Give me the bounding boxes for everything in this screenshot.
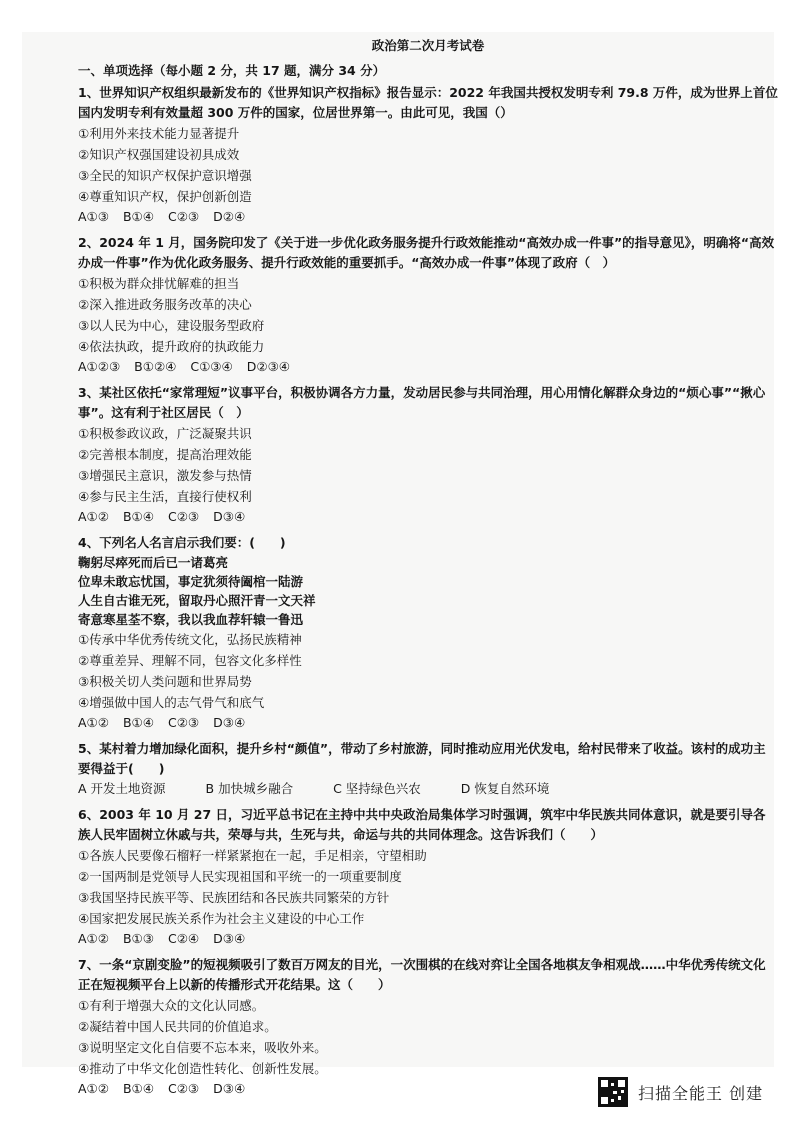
page-title: 政治第二次月考试卷 (371, 38, 485, 53)
question-3 (78, 383, 778, 527)
answer-choice: A①② (78, 931, 109, 946)
answer-choice: D 恢复自然环境 (460, 781, 550, 796)
question-text: 5、某村着力增加绿化面积，提升乡村“颜值”，带动了乡村旅游，同时推动应用光伏发电，给村民带来了收益。该村的成功主要得益于( ) (78, 741, 766, 776)
answer-choice: A 开发土地资源 (78, 781, 166, 796)
option: ④推动了中华文化创造性转化、创新性发展。 (78, 1061, 327, 1076)
option: ①积极为群众排忧解难的担当 (78, 276, 240, 291)
option: ③积极关切人类问题和世界局势 (78, 674, 252, 689)
answer-choice: D③④ (213, 715, 246, 730)
option: ④增强做中国人的志气骨气和底气 (78, 695, 265, 710)
option: ④国家把发展民族关系作为社会主义建设的中心工作 (78, 911, 365, 926)
answer-choice: B①④ (122, 209, 154, 224)
option: ③增强民主意识，激发参与热情 (78, 468, 252, 483)
option: ②知识产权强国建设初具成效 (78, 147, 240, 162)
question-1 (78, 83, 778, 227)
quote-line: 位卑未敢忘忧国，事定犹须待阖棺一陆游 (78, 574, 304, 589)
answer-choice: C①③④ (190, 359, 233, 374)
answer-choice: C 坚持绿色兴农 (333, 781, 421, 796)
question-4 (78, 533, 778, 733)
answer-choice: B①④ (122, 1081, 154, 1096)
question-2 (78, 233, 778, 377)
answer-choice: A①②③ (78, 359, 121, 374)
quote-line: 人生自古谁无死，留取丹心照汗青一文天祥 (78, 593, 316, 608)
question-text: 2、2024 年 1 月，国务院印发了《关于进一步优化政务服务提升行政效能推动“高效办成一件事”的指导意见》，明确将“高效办成一件事”作为优化政务服务、提升行政效能的重要抓手。“高效办成一件事”体现了政府（ ） (78, 235, 775, 270)
question-5 (78, 739, 778, 799)
question-text: 7、一条“京剧变脸”的短视频吸引了数百万网友的目光，一次围棋的在线对弈让全国各地棋友争相观战……中华优秀传统文化正在短视频平台上以新的传播形式开花结果。这（ ） (78, 957, 766, 992)
answer-choice: B①④ (122, 509, 154, 524)
answer-choice: D③④ (213, 509, 246, 524)
answer-choice: D②④ (213, 209, 246, 224)
answer-choice: A①② (78, 715, 109, 730)
option: ①积极参政议政，广泛凝聚共识 (78, 426, 252, 441)
exam-document (78, 36, 778, 1105)
answer-choice: B①②④ (134, 359, 177, 374)
answer-choice: A①② (78, 1081, 109, 1096)
question-text: 1、世界知识产权组织最新发布的《世界知识产权指标》报告显示：2022 年我国共授权发明专利 79.8 万件，成为世界上首位国内发明专利有效量超 300 万件的国家，位居世界第一。由此可见，我国（） (78, 85, 778, 120)
answer-choice: D③④ (213, 931, 246, 946)
answer-choices (78, 507, 778, 527)
answer-choice: A①③ (78, 209, 109, 224)
option: ④尊重知识产权，保护创新创造 (78, 189, 252, 204)
answer-choice: D③④ (213, 1081, 246, 1096)
option: ②一国两制是党领导人民实现祖国和平统一的一项重要制度 (78, 869, 402, 884)
option: ①有利于增强大众的文化认同感。 (78, 998, 265, 1013)
answer-choice: C②③ (167, 1081, 200, 1096)
answer-choice: A①② (78, 509, 109, 524)
option: ④依法执政，提升政府的执政能力 (78, 339, 265, 354)
answer-choices (78, 713, 778, 733)
question-text: 4、下列名人名言启示我们要：( ) (78, 535, 286, 550)
option: ①传承中华优秀传统文化，弘扬民族精神 (78, 632, 302, 647)
option: ②凝结着中国人民共同的价值追求。 (78, 1019, 277, 1034)
option: ③以人民为中心，建设服务型政府 (78, 318, 265, 333)
option: ②深入推进政务服务改革的决心 (78, 297, 252, 312)
option: ③全民的知识产权保护意识增强 (78, 168, 252, 183)
quote-line: 鞠躬尽瘁死而后已一诸葛亮 (78, 555, 229, 570)
answer-choices (78, 207, 778, 227)
answer-choice: C②④ (167, 931, 200, 946)
answer-choice: B①④ (122, 715, 154, 730)
question-text: 6、2003 年 10 月 27 日，习近平总书记在主持中共中央政治局集体学习时强调，筑牢中华民族共同体意识，就是要引导各族人民牢固树立休戚与共，荣辱与共，生死与共，命运与共的共同体理念。这告诉我们（ ） (78, 807, 766, 842)
question-text: 3、某社区依托“家常理短”议事平台，积极协调各方力量，发动居民参与共同治理，用心用情化解群众身边的“烦心事”“揪心事”。这有利于社区居民（ ） (78, 385, 766, 420)
answer-choice: B 加快城乡融合 (205, 781, 294, 796)
option: ②完善根本制度，提高治理效能 (78, 447, 252, 462)
option: ①各族人民要像石榴籽一样紧紧抱在一起，手足相亲，守望相助 (78, 848, 427, 863)
answer-choice: C②③ (167, 715, 200, 730)
section-heading: 一、单项选择（每小题 2 分，共 17 题，满分 34 分） (78, 63, 386, 78)
option: ③说明坚定文化自信要不忘本来，吸收外来。 (78, 1040, 327, 1055)
scanner-watermark (598, 1077, 763, 1107)
option: ①利用外来技术能力显著提升 (78, 126, 240, 141)
quote-line: 寄意寒星荃不察，我以我血荐轩辕一鲁迅 (78, 612, 304, 627)
option: ②尊重差异、理解不同，包容文化多样性 (78, 653, 302, 668)
qr-code-icon (598, 1077, 628, 1107)
answer-choice: C②③ (167, 209, 200, 224)
question-6 (78, 805, 778, 949)
answer-choices (78, 779, 778, 799)
option: ④参与民主生活，直接行使权利 (78, 489, 252, 504)
answer-choice: B①③ (122, 931, 154, 946)
answer-choice: D②③④ (246, 359, 290, 374)
answer-choice: C②③ (167, 509, 200, 524)
watermark-text: 扫描全能王 创建 (638, 1083, 764, 1103)
answer-choices (78, 929, 778, 949)
answer-choices (78, 357, 778, 377)
option: ③我国坚持民族平等、民族团结和各民族共同繁荣的方针 (78, 890, 390, 905)
